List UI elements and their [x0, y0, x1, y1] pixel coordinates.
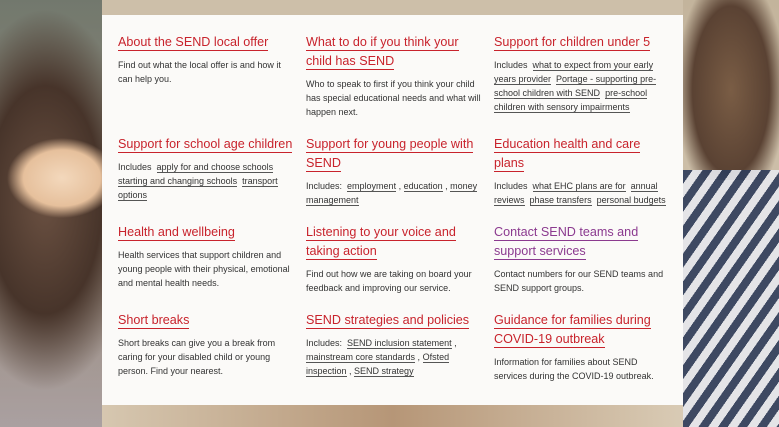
tile-link[interactable]: Portage - supporting pre-school children with SEND	[494, 74, 657, 98]
tile-links	[118, 160, 296, 202]
background-striped-shirt	[683, 170, 779, 427]
tile-description: Short breaks can give you a break from caring for your disabled child or young person. Find your nearest.	[118, 338, 276, 376]
tile-title-link[interactable]: Education health and care plans	[494, 137, 641, 170]
tile-link[interactable]: employment	[347, 181, 397, 191]
services-panel	[102, 15, 683, 405]
tile-title-link[interactable]: Guidance for families during COVID-19 outbreak	[494, 313, 651, 346]
tile-contact-send	[494, 223, 672, 295]
tile-link[interactable]: SEND strategy	[354, 366, 414, 376]
tile-link[interactable]: phase transfers	[529, 195, 592, 205]
tile-link[interactable]: starting and changing schools	[118, 176, 238, 186]
tile-title-link[interactable]: Support for children under 5	[494, 35, 651, 49]
tile-link[interactable]: education	[403, 181, 443, 191]
tile-strategies-policies	[306, 311, 484, 378]
tile-link[interactable]: transport options	[118, 176, 278, 200]
tile-link[interactable]: money management	[306, 181, 478, 205]
tile-link[interactable]: Ofsted inspection	[306, 352, 450, 376]
tile-links: Includes: employment , education , money management	[306, 181, 478, 205]
tile-school-age	[118, 135, 296, 202]
background-table	[102, 405, 683, 427]
tile-title-link[interactable]: Support for school age children	[118, 137, 293, 151]
tile-think-child-has-send	[306, 33, 484, 119]
tile-description: Information for families about SEND services during the COVID-19 outbreak.	[494, 357, 654, 381]
tile-title-link[interactable]: Contact SEND teams and support services	[494, 225, 639, 258]
tile-children-under-5	[494, 33, 672, 114]
tile-health-wellbeing	[118, 223, 296, 290]
tile-ehc-plans	[494, 135, 672, 207]
tile-links	[494, 58, 672, 114]
tile-description: Health services that support children and young people with their physical, emotional and mental health needs.	[118, 250, 290, 288]
background-photo-girl	[0, 0, 102, 427]
tile-links	[494, 179, 672, 207]
tile-link[interactable]: what to expect from your early years provider	[494, 60, 654, 84]
tile-link[interactable]: mainstream core standards	[306, 352, 416, 362]
tile-prefix: Includes:	[306, 181, 343, 191]
tile-description: Contact numbers for our SEND teams and SEND support groups.	[494, 269, 664, 293]
tile-link[interactable]: pre-school children with sensory impairments	[494, 88, 648, 112]
tile-link[interactable]: what EHC plans are for	[532, 181, 626, 191]
tile-prefix: Includes	[494, 60, 528, 70]
tile-link[interactable]: personal budgets	[596, 195, 666, 205]
tile-description: Find out how we are taking on board your feedback and improving our service.	[306, 269, 472, 293]
tile-short-breaks	[118, 311, 296, 378]
tile-title-link[interactable]: What to do if you think your child has SEND	[306, 35, 459, 68]
tile-description: Who to speak to first if you think your child has special educational needs and what will happen next.	[306, 79, 481, 117]
tile-title-link[interactable]: Short breaks	[118, 313, 190, 327]
tile-link[interactable]: apply for and choose schools	[156, 162, 274, 172]
tile-title-link[interactable]: Support for young people with SEND	[306, 137, 474, 170]
tile-link[interactable]: SEND inclusion statement	[347, 338, 452, 348]
tile-prefix: Includes	[118, 162, 152, 172]
tile-description: Find out what the local offer is and how it can help you.	[118, 60, 281, 84]
background-photo-boy	[683, 0, 779, 180]
tile-title-link[interactable]: Health and wellbeing	[118, 225, 235, 239]
tile-local-offer	[118, 33, 296, 86]
tile-title-link[interactable]: About the SEND local offer	[118, 35, 269, 49]
tile-link[interactable]: annual reviews	[494, 181, 658, 205]
tile-title-link[interactable]: SEND strategies and policies	[306, 313, 470, 327]
tile-prefix: Includes:	[306, 338, 343, 348]
tile-young-people	[306, 135, 484, 207]
tile-covid-guidance	[494, 311, 672, 383]
tile-title-link[interactable]: Listening to your voice and taking action	[306, 225, 456, 258]
tile-prefix: Includes	[494, 181, 528, 191]
tile-links: Includes: SEND inclusion statement , mainstream core standards , Ofsted inspection , SEND strategy	[306, 338, 457, 376]
tile-listening	[306, 223, 484, 295]
